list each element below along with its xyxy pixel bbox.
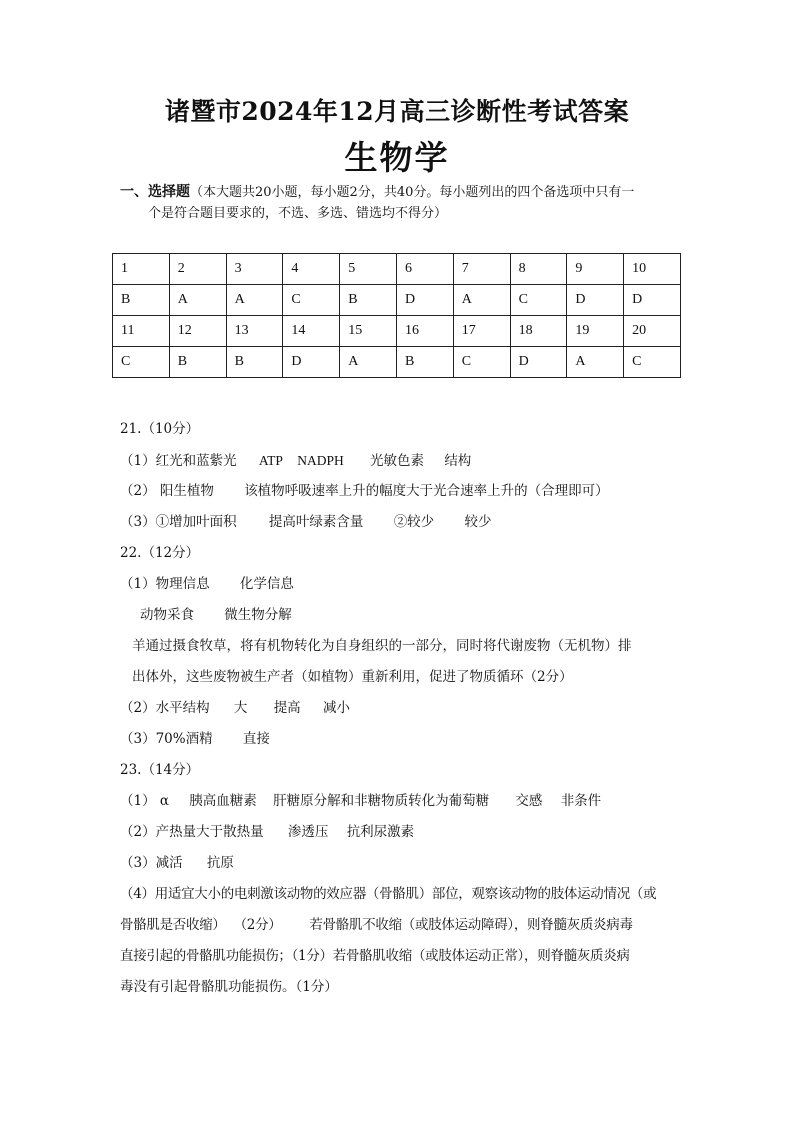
question-number-cell: 5 [340, 254, 397, 285]
q22-p1-a: （1）物理信息 [120, 576, 210, 592]
answer-cell: D [510, 347, 567, 378]
q23-part3 [120, 848, 680, 879]
q23-p2-c: 抗利尿激素 [346, 824, 415, 840]
q21-part3 [120, 507, 680, 538]
question-number-cell: 19 [567, 316, 624, 347]
answer-cell: A [226, 285, 283, 316]
question-number-cell: 2 [169, 254, 226, 285]
section1-desc-line2: 个是符合题目要求的，不选、多选、错选均不得分） [148, 206, 448, 221]
answer-cell: D [567, 285, 624, 316]
q21-p2-b: 该植物呼吸速率上升的幅度大于光合速率上升的（合理即可） [244, 483, 609, 499]
q22-part1b [120, 600, 680, 631]
q21-p3-d: 较少 [464, 514, 492, 530]
question-number-cell: 14 [283, 316, 340, 347]
q22-p1b-b: 微生物分解 [224, 607, 292, 623]
question-number-cell: 1 [113, 254, 170, 285]
q21-p2-a: （2） 阳生植物 [120, 483, 214, 499]
answer-cell: C [453, 347, 510, 378]
answer-cell: B [113, 285, 170, 316]
q21-p1-b: ATP [258, 453, 283, 468]
q23-p3-a: （3）减活 [120, 855, 183, 871]
q21-p1-e: 结构 [444, 453, 472, 469]
q22-p1b-a: 动物采食 [140, 607, 194, 623]
q22-part1c-line2: 出体外，这些废物被生产者（如植物）重新利用，促进了物质循环（2分） [132, 669, 573, 685]
answer-table-answer-row [113, 285, 681, 316]
q23-head: 23.（14分） [120, 762, 200, 778]
answer-cell: C [624, 347, 681, 378]
q22-p2-a: （2）水平结构 [120, 700, 210, 716]
answer-table-number-row [113, 316, 681, 347]
q23-part1 [120, 786, 680, 817]
answer-cell: D [624, 285, 681, 316]
section1-head: 一、选择题 [120, 184, 190, 200]
answer-table [112, 253, 681, 378]
q22-part3 [120, 724, 680, 755]
q22-head: 22.（12分） [120, 545, 200, 561]
question-number-cell: 4 [283, 254, 340, 285]
answer-cell: C [113, 347, 170, 378]
q21-p1-c: NADPH [297, 453, 344, 468]
q22-p2-c: 提高 [273, 700, 301, 716]
q23-p1-e: 非条件 [560, 793, 602, 809]
answer-cell: C [510, 285, 567, 316]
q21-head: 21.（10分） [120, 421, 200, 437]
answer-cell: A [169, 285, 226, 316]
answer-cell: D [283, 347, 340, 378]
question-number-cell: 3 [226, 254, 283, 285]
question-number-cell: 13 [226, 316, 283, 347]
question-number-cell: 20 [624, 316, 681, 347]
question-number-cell: 11 [113, 316, 170, 347]
q22-p2-d: 减小 [322, 700, 350, 716]
answer-cell: A [567, 347, 624, 378]
q22-p3-b: 直接 [242, 731, 270, 747]
question-number-cell: 8 [510, 254, 567, 285]
q23-part4-line1: （4）用适宜大小的电刺激该动物的效应器（骨骼肌）部位，观察该动物的肢体运动情况（或 [120, 886, 657, 902]
section1-desc-line1: （本大题共20小题，每小题2分，共40分。每小题列出的四个备选项中只有一 [190, 185, 635, 200]
q22-p1-b: 化学信息 [239, 576, 294, 592]
question-number-cell: 10 [624, 254, 681, 285]
answer-cell: B [169, 347, 226, 378]
answer-table-number-row [113, 254, 681, 285]
q21-p3-c: ②较少 [393, 514, 435, 530]
q22-part1c-line1: 羊通过摄食牧草，将有机物转化为自身组织的一部分，同时将代谢废物（无机物）排 [132, 638, 632, 654]
answer-cell: B [226, 347, 283, 378]
q21-p3-a: （3）①增加叶面积 [120, 514, 237, 530]
question-number-cell: 17 [453, 316, 510, 347]
subject-title: 生物学 [344, 138, 450, 177]
q22-p3-a: （3）70%酒精 [120, 731, 213, 747]
q23-p2-b: 渗透压 [287, 824, 329, 840]
answer-cell: A [340, 347, 397, 378]
q23-p2-a: （2）产热量大于散热量 [120, 824, 264, 840]
question-number-cell: 18 [510, 316, 567, 347]
q21-p1-d: 光敏色素 [370, 453, 425, 469]
answer-cell: D [396, 285, 453, 316]
q23-p1-d: 交感 [515, 793, 543, 809]
question-number-cell: 7 [453, 254, 510, 285]
q21-part1 [120, 445, 680, 476]
answer-cell: B [340, 285, 397, 316]
question-number-cell: 15 [340, 316, 397, 347]
q22-p2-b: 大 [233, 700, 248, 716]
q23-part4-line4: 毒没有引起骨骼肌功能损伤。（1分） [120, 979, 338, 995]
question-number-cell: 12 [169, 316, 226, 347]
q21-part2 [120, 476, 680, 507]
answers-body [120, 414, 680, 1003]
q23-part4-line3: 直接引起的骨骼肌功能损伤；（1分）若骨骼肌收缩（或肢体运动正常），则脊髓灰质炎病 [120, 948, 630, 964]
q22-part2 [120, 693, 680, 724]
q23-p1-c: 肝糖原分解和非糖物质转化为葡萄糖 [273, 793, 490, 809]
question-number-cell: 6 [396, 254, 453, 285]
section1-instructions [120, 182, 680, 224]
answer-cell: A [453, 285, 510, 316]
q23-part2 [120, 817, 680, 848]
q23-p1-b: 胰高血糖素 [189, 793, 257, 809]
q23-part4-line2: 骨骼肌是否收缩） （2分） 若骨骼肌不收缩（或肢体运动障碍），则脊髓灰质炎病毒 [120, 917, 633, 933]
answer-cell: C [283, 285, 340, 316]
q23-p3-b: 抗原 [206, 855, 234, 871]
answer-cell: B [396, 347, 453, 378]
question-number-cell: 9 [567, 254, 624, 285]
q23-p1-a: （1） α [120, 793, 169, 809]
q21-p1-a: （1）红光和蓝紫光 [120, 453, 237, 469]
answer-table-answer-row [113, 347, 681, 378]
document-title: 诸暨市2024年12月高三诊断性考试答案 [164, 97, 630, 126]
q21-p3-b: 提高叶绿素含量 [268, 514, 364, 530]
question-number-cell: 16 [396, 316, 453, 347]
q22-part1 [120, 569, 680, 600]
